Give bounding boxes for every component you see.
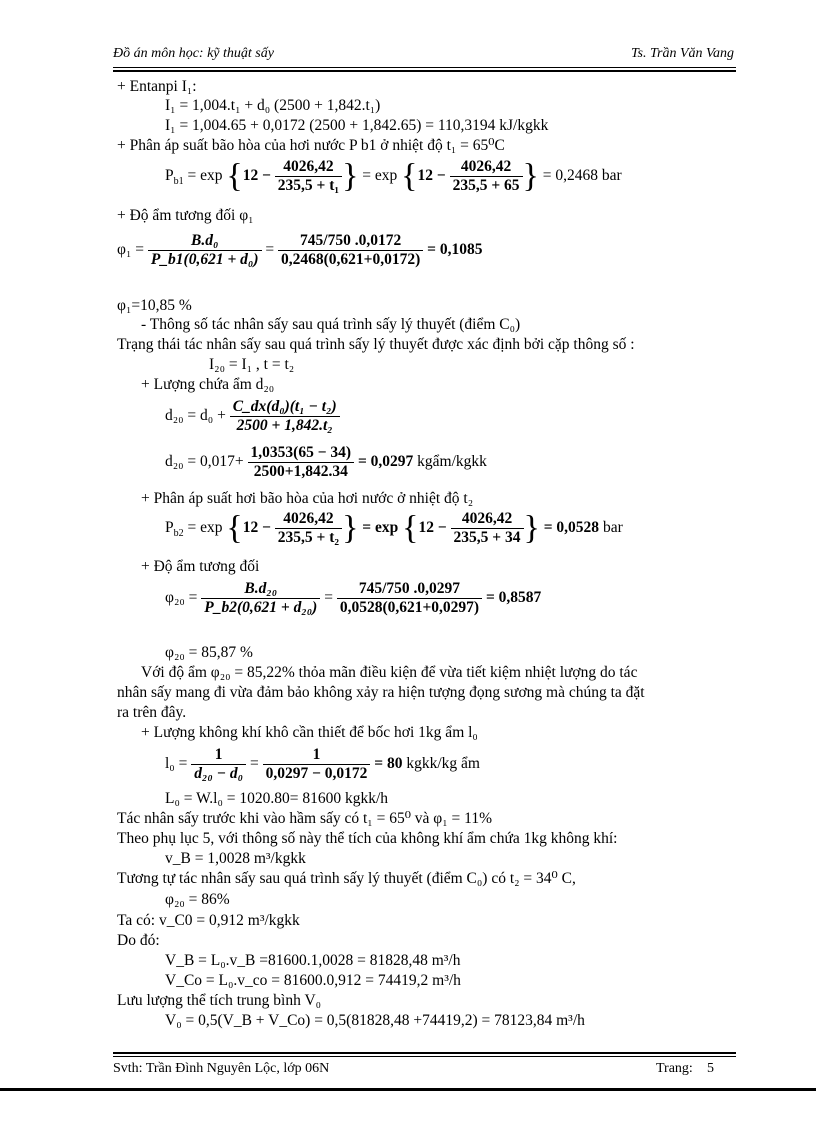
line-L0: L₀ = W.l₀ = 1020.80= 81600 kgkk/h [165,790,389,807]
equation-d20-value: d₂₀ = 0,017+ $\frac{1,0353(65 - 34)}{2500+1,842.34}$ = 0,0297 kgẩm/kgkk [165,444,487,480]
line-theoretical-params: - Thông số tác nhân sấy sau quá trình sấy lý thuyết (điểm C₀) [141,316,521,333]
footer-page-number: 5 [707,1061,714,1076]
line-VCo: V_Co = L₀.v_co = 81600.0,912 = 74419,2 m³/h [165,972,461,989]
header-rule-thick [113,70,736,72]
line-phi20-heading: + Độ ẩm tương đối [141,558,260,575]
header-author: Ts. Trần Văn Vang [631,46,734,61]
equation-l0: l₀ = $\frac{1}{\text{d₂₀ − d₀}}$ = $\frac{1}{0,0297 - 0,0172}$ = 80 kgkk/kg ẩm [165,746,480,782]
footer-page-label: Trang: [656,1061,693,1076]
line-vB: v_B = 1,0028 m³/kgkk [165,850,306,867]
line-para-3: ra trên đây. [117,704,187,721]
equation-pb2: $P_{b2} = \exp \{12$ − $\frac{4026,42}{\text{235,5 + t₂}}$ } = exp {12 − $\frac{4026,42}{235,5 + 34}$ } = 0,0528 bar [165,509,623,547]
line-para-2: nhân sấy mang đi vừa đảm bảo không xảy ra hiện tượng đọng sương mà chúng ta đặt [117,684,645,701]
line-para-1: Với độ ẩm φ₂₀ = 85,22% thỏa mãn điều kiện để vừa tiết kiệm nhiệt lượng do tác [141,664,638,681]
line-i20: I₂₀ = I₁ , t = t₂ [209,356,295,373]
header-rule-thin [113,67,736,68]
line-pb1-heading: + Phân áp suất bão hòa của hơi nước P b1 ở nhiệt độ t₁ = 65⁰C [117,137,505,154]
equation-phi20: φ₂₀ = $\frac{\text{B.d₂₀}}{\text{P\_b2(0,621 + d₂₀)}}$ = $\frac{745/750 .0,0297}{0,0528(0,621+0,0297)}$ = 0,8587 [165,580,542,616]
line-pb2-heading: + Phân áp suất hơi bão hòa của hơi nước ở nhiệt độ t₂ [141,490,474,507]
line-state-desc: Trạng thái tác nhân sấy sau quá trình sấy lý thuyết được xác định bởi cặp thông số : [117,336,635,353]
equation-phi1: φ₁ = $\frac{\text{B.d₀}}{\text{P\_b1(0,621 + d₀)}}$ = $\frac{745/750 .0,0172}{0,2468(0,621+0,0172)}$ = 0,1085 [117,232,483,268]
line-l0-heading: + Lượng không khí khô cần thiết để bốc hơi 1kg ẩm l₀ [141,724,478,741]
line-avg-flow-heading: Lưu lượng thể tích trung bình V₀ [117,992,322,1009]
line-i1-value: I₁ = 1,004.65 + 0,0172 (2500 + 1,842.65) = 110,3194 kJ/kgkk [165,117,549,134]
line-phi1-heading: + Độ ẩm tương đối φ₁ [117,207,254,224]
line-d20-heading: + Lượng chứa ẩm d₂₀ [141,376,275,393]
line-entanpi: + Entanpi I₁: [117,78,197,95]
line-Vo: V₀ = 0,5(V_B + V_Co) = 0,5(81828,48 +74419,2) = 78123,84 m³/h [165,1012,585,1029]
line-phi20-percent: φ₂₀ = 85,87 % [165,644,253,661]
line-phi1-percent: φ₁=10,85 % [117,297,192,314]
line-phi20-86: φ₂₀ = 86% [165,891,230,908]
header-title: Đồ án môn học: kỹ thuật sấy [113,46,274,61]
line-therefore: Do đó: [117,932,160,949]
line-vC0: Ta có: v_C0 = 0,912 m³/kgkk [117,912,300,929]
footer-student: Svth: Trần Đình Nguyên Lộc, lớp 06N [113,1061,330,1076]
page-bottom-bar [0,1088,816,1091]
footer-rule-thick [113,1052,736,1054]
line-i1-formula: I₁ = 1,004.t₁ + d₀ (2500 + 1,842.t₁) [165,97,381,114]
line-before-tunnel: Tác nhân sấy trước khi vào hầm sấy có t₁ = 65⁰ và φ₁ = 11% [117,810,492,827]
equation-d20-formula: d₂₀ = d₀ + $\frac{\text{C\_dx(d₀)(t₁ − t₂)}}{\text{2500 + 1,842.t₂}}$ [165,398,340,435]
line-similarly: Tương tự tác nhân sấy sau quá trình sấy lý thuyết (điểm C₀) có t₂ = 34⁰ C, [117,870,576,887]
line-VB: V_B = L₀.v_B =81600.1,0028 = 81828,48 m³/h [165,952,461,969]
line-appendix5: Theo phụ lục 5, với thông số này thể tích của không khí ẩm chứa 1kg không khí: [117,830,618,847]
equation-pb1: $P_{b1} = \exp \{12$ − $\frac{4026,42}{\text{235,5 + t₁}}$ } = exp {12 − $\frac{4026,42}{235,5 + 65}$ } = 0,2468 bar [165,157,622,195]
footer-rule-thin [113,1056,736,1057]
